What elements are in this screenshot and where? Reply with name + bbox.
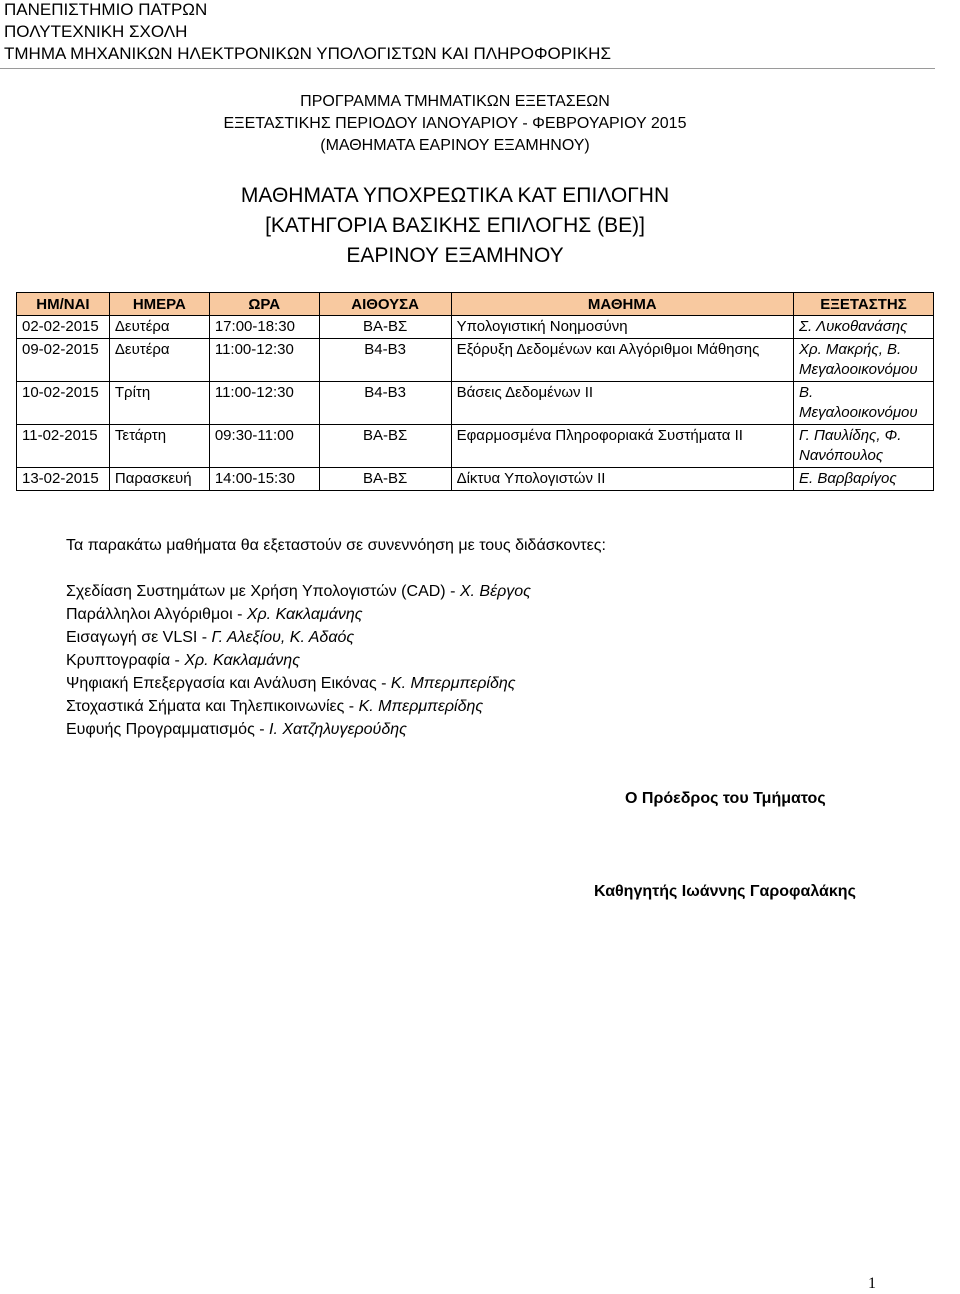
course-instructor: Γ. Αλεξίου, Κ. Αδαός bbox=[211, 629, 355, 646]
cell-room: Β4-Β3 bbox=[319, 382, 451, 425]
list-item bbox=[66, 718, 531, 741]
course-instructor: Χρ. Κακλαμάνης bbox=[246, 606, 363, 623]
table-header-row bbox=[17, 293, 934, 316]
signature-title: Ο Πρόεδρος του Τμήματος bbox=[625, 790, 826, 807]
header-school: ΠΟΛΥΤΕΧΝΙΚΗ ΣΧΟΛΗ bbox=[4, 22, 188, 41]
title-line-3: ΕΑΡΙΝΟΥ ΕΞΑΜΗΝΟΥ bbox=[346, 244, 564, 267]
course-instructor: Ι. Χατζηλυγερούδης bbox=[269, 721, 407, 738]
cell-time: 11:00-12:30 bbox=[209, 382, 319, 425]
col-header-room: ΑΙΘΟΥΣΑ bbox=[319, 293, 451, 316]
cell-room: ΒΑ-ΒΣ bbox=[319, 468, 451, 491]
table-row bbox=[17, 468, 934, 491]
cell-room: ΒΑ-ΒΣ bbox=[319, 425, 451, 468]
cell-date: 11-02-2015 bbox=[17, 425, 110, 468]
cell-time: 17:00-18:30 bbox=[209, 316, 319, 339]
course-name: Ψηφιακή Επεξεργασία και Ανάλυση Εικόνας - bbox=[66, 675, 391, 692]
cell-date: 09-02-2015 bbox=[17, 339, 110, 382]
course-name: Εισαγωγή σε VLSI - bbox=[66, 629, 212, 646]
course-instructor: Χ. Βέργος bbox=[459, 583, 531, 600]
cell-examiner: Β. Μεγαλοοικονόμου bbox=[794, 382, 934, 425]
title-line-1: ΜΑΘΗΜΑΤΑ ΥΠΟΧΡΕΩΤΙΚΑ ΚΑΤ ΕΠΙΛΟΓΗΝ bbox=[240, 184, 670, 207]
header-department: ΤΜΗΜΑ ΜΗΧΑΝΙΚΩΝ ΗΛΕΚΤΡΟΝΙΚΩΝ ΥΠΟΛΟΓΙΣΤΩΝ ΚΑΙ ΠΛΗΡΟΦΟΡΙΚΗΣ bbox=[4, 44, 611, 63]
table-row bbox=[17, 382, 934, 425]
page-number: 1 bbox=[868, 1275, 876, 1292]
cell-day: Τετάρτη bbox=[109, 425, 209, 468]
title-line-2: [ΚΑΤΗΓΟΡΙΑ ΒΑΣΙΚΗΣ ΕΠΙΛΟΓΗΣ (ΒΕ)] bbox=[265, 214, 645, 237]
cell-course: Βάσεις Δεδομένων ΙΙ bbox=[451, 382, 793, 425]
course-name: Στοχαστικά Σήματα και Τηλεπικοινωνίες - bbox=[66, 698, 359, 715]
col-header-time: ΩΡΑ bbox=[209, 293, 319, 316]
table-row bbox=[17, 339, 934, 382]
cell-room: Β4-Β3 bbox=[319, 339, 451, 382]
col-header-examiner: ΕΞΕΤΑΣΤΗΣ bbox=[794, 293, 934, 316]
cell-course: Υπολογιστική Νοημοσύνη bbox=[451, 316, 793, 339]
col-header-day: ΗΜΕΡΑ bbox=[109, 293, 209, 316]
program-line-2: ΕΞΕΤΑΣΤΙΚΗΣ ΠΕΡΙΟΔΟΥ ΙΑΝΟΥΑΡΙΟΥ - ΦΕΒΡΟΥΑΡΙΟΥ 2015 bbox=[223, 115, 687, 132]
program-line-3: (ΜΑΘΗΜΑΤΑ ΕΑΡΙΝΟΥ ΕΞΑΜΗΝΟΥ) bbox=[320, 137, 590, 154]
table-row bbox=[17, 316, 934, 339]
cell-examiner: Ε. Βαρβαρίγος bbox=[794, 468, 934, 491]
list-item bbox=[66, 649, 531, 672]
cell-course: Δίκτυα Υπολογιστών ΙΙ bbox=[451, 468, 793, 491]
page-title bbox=[0, 181, 910, 271]
cell-date: 13-02-2015 bbox=[17, 468, 110, 491]
course-name: Σχεδίαση Συστημάτων με Χρήση Υπολογιστών (CAD) - bbox=[66, 583, 460, 600]
header-university: ΠΑΝΕΠΙΣΤΗΜΙΟ ΠΑΤΡΩΝ bbox=[4, 0, 208, 19]
cell-date: 10-02-2015 bbox=[17, 382, 110, 425]
consultation-course-list bbox=[66, 580, 531, 741]
cell-day: Τρίτη bbox=[109, 382, 209, 425]
cell-examiner: Γ. Παυλίδης, Φ. Νανόπουλος bbox=[794, 425, 934, 468]
signature-name: Καθηγητής Ιωάννης Γαροφαλάκης bbox=[594, 883, 856, 900]
cell-examiner: Χρ. Μακρής, Β. Μεγαλοοικονόμου bbox=[794, 339, 934, 382]
course-instructor: Κ. Μπερμπερίδης bbox=[358, 698, 484, 715]
program-heading bbox=[0, 91, 910, 157]
col-header-course: ΜΑΘΗΜΑ bbox=[451, 293, 793, 316]
course-name: Κρυπτογραφία - bbox=[66, 652, 185, 669]
cell-course: Εξόρυξη Δεδομένων και Αλγόριθμοι Μάθησης bbox=[451, 339, 793, 382]
cell-day: Δευτέρα bbox=[109, 339, 209, 382]
list-item bbox=[66, 603, 531, 626]
list-item bbox=[66, 580, 531, 603]
list-item bbox=[66, 672, 531, 695]
list-item bbox=[66, 626, 531, 649]
course-instructor: Κ. Μπερμπερίδης bbox=[390, 675, 516, 692]
cell-day: Παρασκευή bbox=[109, 468, 209, 491]
cell-room: ΒΑ-ΒΣ bbox=[319, 316, 451, 339]
exam-schedule-table bbox=[16, 292, 934, 491]
header-divider bbox=[0, 68, 935, 69]
list-item bbox=[66, 695, 531, 718]
cell-time: 11:00-12:30 bbox=[209, 339, 319, 382]
course-name: Παράλληλοι Αλγόριθμοι - bbox=[66, 606, 247, 623]
program-line-1: ΠΡΟΓΡΑΜΜΑ ΤΜΗΜΑΤΙΚΩΝ ΕΞΕΤΑΣΕΩΝ bbox=[300, 93, 610, 110]
table-row bbox=[17, 425, 934, 468]
cell-examiner: Σ. Λυκοθανάσης bbox=[794, 316, 934, 339]
cell-time: 14:00-15:30 bbox=[209, 468, 319, 491]
cell-day: Δευτέρα bbox=[109, 316, 209, 339]
cell-course: Εφαρμοσμένα Πληροφοριακά Συστήματα ΙΙ bbox=[451, 425, 793, 468]
cell-date: 02-02-2015 bbox=[17, 316, 110, 339]
cell-time: 09:30-11:00 bbox=[209, 425, 319, 468]
course-instructor: Χρ. Κακλαμάνης bbox=[184, 652, 300, 669]
col-header-date: ΗΜ/ΝΑΙ bbox=[17, 293, 110, 316]
course-name: Ευφυής Προγραμματισμός - bbox=[66, 721, 269, 738]
consultation-note: Τα παρακάτω μαθήματα θα εξεταστούν σε συνεννόηση με τους διδάσκοντες: bbox=[66, 537, 606, 554]
